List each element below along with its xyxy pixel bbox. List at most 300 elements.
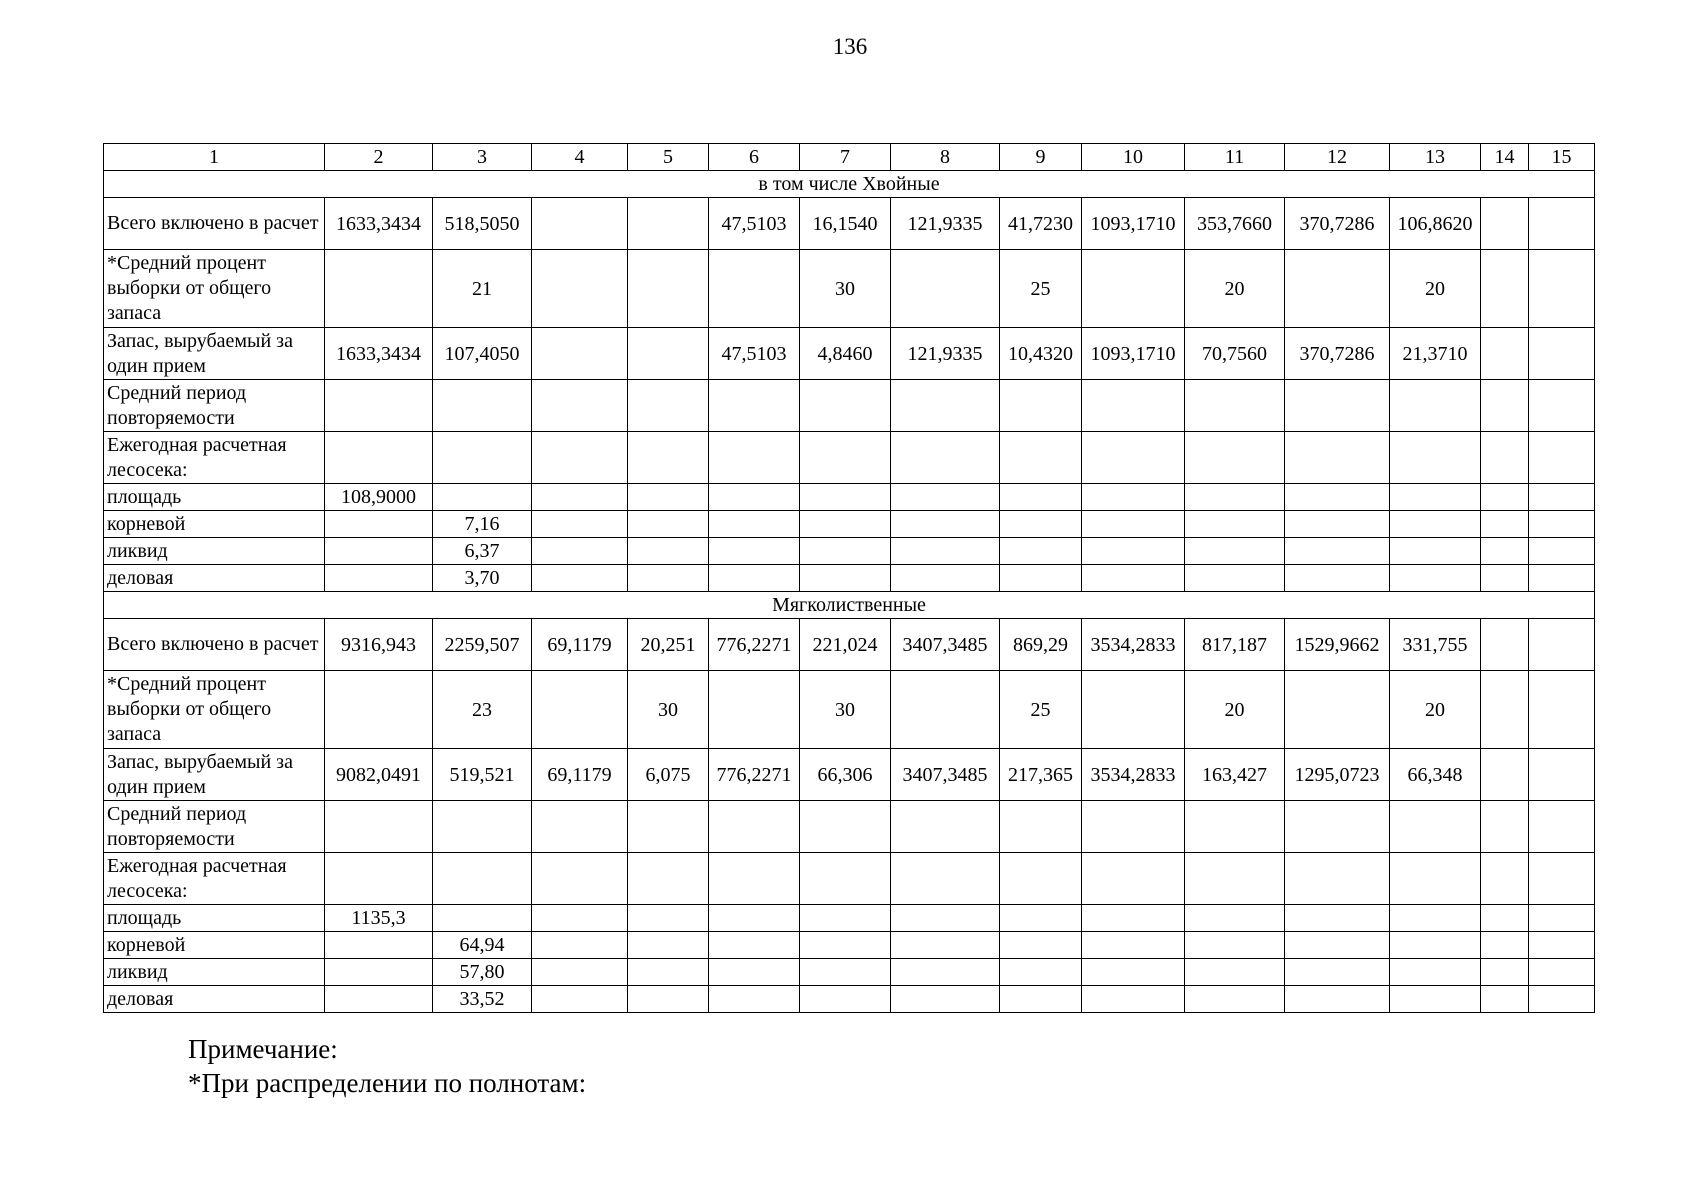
- table-cell: 20,251: [628, 619, 709, 671]
- table-cell: [433, 853, 532, 905]
- table-cell: [1481, 671, 1529, 749]
- table-cell: 7,16: [433, 511, 532, 538]
- table-cell: [1481, 905, 1529, 932]
- table-cell: 30: [628, 671, 709, 749]
- table-cell: 20: [1390, 250, 1481, 328]
- section-title: Мягколиственные: [104, 592, 1595, 619]
- column-number-cell: 14: [1481, 144, 1529, 171]
- table-cell: [1529, 198, 1595, 250]
- table-cell: [709, 801, 800, 853]
- table-cell: [532, 250, 628, 328]
- column-number-cell: 10: [1082, 144, 1185, 171]
- table-cell: [532, 484, 628, 511]
- table-cell: 47,5103: [709, 328, 800, 380]
- table-cell: [709, 565, 800, 592]
- table-cell: 20: [1185, 250, 1285, 328]
- table-cell: 41,7230: [1000, 198, 1082, 250]
- table-cell: 20: [1390, 671, 1481, 749]
- table-cell: [1185, 538, 1285, 565]
- table-cell: [325, 432, 433, 484]
- table-cell: [709, 538, 800, 565]
- table-cell: 1093,1710: [1082, 328, 1185, 380]
- table-cell: [628, 484, 709, 511]
- table-cell: [1185, 959, 1285, 986]
- table-cell: 66,348: [1390, 749, 1481, 801]
- table-row: [104, 511, 1595, 538]
- table-cell: 4,8460: [800, 328, 891, 380]
- table-cell: [1529, 986, 1595, 1013]
- table-cell: [325, 538, 433, 565]
- column-number-cell: 2: [325, 144, 433, 171]
- table-cell: [1481, 619, 1529, 671]
- table-cell: 57,80: [433, 959, 532, 986]
- table-cell: [1285, 432, 1390, 484]
- table-cell: [628, 538, 709, 565]
- row-label: Ежегодная расчетная лесосека:: [104, 853, 325, 905]
- table-cell: [1390, 484, 1481, 511]
- table-cell: 3407,3485: [891, 749, 1000, 801]
- row-label: ликвид: [104, 538, 325, 565]
- table-cell: [1481, 959, 1529, 986]
- table-cell: [1390, 853, 1481, 905]
- table-cell: 6,37: [433, 538, 532, 565]
- table-cell: [1285, 511, 1390, 538]
- table-cell: [325, 565, 433, 592]
- table-cell: [1082, 432, 1185, 484]
- table-cell: [1481, 484, 1529, 511]
- table-cell: [628, 511, 709, 538]
- row-label: Всего включено в расчет: [104, 198, 325, 250]
- table-cell: 69,1179: [532, 619, 628, 671]
- table-cell: [1185, 484, 1285, 511]
- table-cell: [1082, 511, 1185, 538]
- row-label: Средний период повторяемости: [104, 801, 325, 853]
- table-cell: [1390, 538, 1481, 565]
- table-cell: [1529, 484, 1595, 511]
- table-cell: 70,7560: [1185, 328, 1285, 380]
- column-number-cell: 7: [800, 144, 891, 171]
- table-cell: 21,3710: [1390, 328, 1481, 380]
- table-cell: [532, 511, 628, 538]
- notes-title: Примечание:: [188, 1034, 338, 1064]
- table-cell: [1285, 853, 1390, 905]
- table-cell: [628, 932, 709, 959]
- table-cell: [1185, 511, 1285, 538]
- table-cell: [800, 905, 891, 932]
- table-cell: [891, 538, 1000, 565]
- row-label: площадь: [104, 484, 325, 511]
- table-cell: [433, 432, 532, 484]
- column-number-cell: 8: [891, 144, 1000, 171]
- table-cell: 121,9335: [891, 198, 1000, 250]
- row-label: Запас, вырубаемый за один прием: [104, 328, 325, 380]
- table-cell: [1481, 801, 1529, 853]
- table-cell: [532, 905, 628, 932]
- table-cell: [1481, 198, 1529, 250]
- table-cell: [1529, 801, 1595, 853]
- table-cell: [709, 905, 800, 932]
- table-cell: 10,4320: [1000, 328, 1082, 380]
- table-cell: [628, 380, 709, 432]
- table-cell: [1082, 484, 1185, 511]
- table-cell: 3407,3485: [891, 619, 1000, 671]
- table-cell: 64,94: [433, 932, 532, 959]
- table-cell: [800, 484, 891, 511]
- table-cell: [325, 380, 433, 432]
- table-cell: [800, 565, 891, 592]
- row-label: деловая: [104, 565, 325, 592]
- table-cell: [891, 380, 1000, 432]
- table-cell: 121,9335: [891, 328, 1000, 380]
- table-cell: 25: [1000, 250, 1082, 328]
- table-row: [104, 484, 1595, 511]
- table-cell: 370,7286: [1285, 328, 1390, 380]
- table-cell: [628, 905, 709, 932]
- row-label: Запас, вырубаемый за один прием: [104, 749, 325, 801]
- table-cell: 2259,507: [433, 619, 532, 671]
- table-cell: [628, 432, 709, 484]
- table-cell: 221,024: [800, 619, 891, 671]
- row-label: Средний период повторяемости: [104, 380, 325, 432]
- table-row: [104, 959, 1595, 986]
- table-cell: [1185, 801, 1285, 853]
- table-cell: [1529, 932, 1595, 959]
- table-cell: [325, 932, 433, 959]
- table-cell: [1000, 932, 1082, 959]
- table-cell: 108,9000: [325, 484, 433, 511]
- row-label: *Средний процент выборки от общего запаса: [104, 671, 325, 749]
- table-cell: 107,4050: [433, 328, 532, 380]
- table-cell: 776,2271: [709, 749, 800, 801]
- table-cell: 1633,3434: [325, 328, 433, 380]
- table-cell: [709, 986, 800, 1013]
- table-cell: [325, 671, 433, 749]
- table-cell: [1082, 932, 1185, 959]
- table-cell: [1529, 671, 1595, 749]
- column-number-cell: 13: [1390, 144, 1481, 171]
- table-cell: 1529,9662: [1285, 619, 1390, 671]
- table-cell: [1185, 565, 1285, 592]
- table-cell: 20: [1185, 671, 1285, 749]
- table-cell: [1285, 986, 1390, 1013]
- forest-stock-table: [103, 143, 1595, 1013]
- table-cell: 23: [433, 671, 532, 749]
- table-cell: [800, 511, 891, 538]
- table-cell: [628, 801, 709, 853]
- table-cell: [1481, 250, 1529, 328]
- table-cell: [1285, 380, 1390, 432]
- table-cell: 3534,2833: [1082, 749, 1185, 801]
- row-label: *Средний процент выборки от общего запаса: [104, 250, 325, 328]
- table-cell: [1529, 538, 1595, 565]
- table-cell: [800, 986, 891, 1013]
- table-cell: [1000, 484, 1082, 511]
- table-cell: 1633,3434: [325, 198, 433, 250]
- table-cell: 519,521: [433, 749, 532, 801]
- table-cell: [1285, 932, 1390, 959]
- table-cell: 47,5103: [709, 198, 800, 250]
- table-cell: [1185, 986, 1285, 1013]
- table-cell: [1481, 932, 1529, 959]
- table-cell: 21: [433, 250, 532, 328]
- table-cell: 3534,2833: [1082, 619, 1185, 671]
- table-cell: 1093,1710: [1082, 198, 1185, 250]
- table-cell: [891, 932, 1000, 959]
- table-cell: [1481, 380, 1529, 432]
- table-cell: [628, 853, 709, 905]
- table-cell: [891, 250, 1000, 328]
- table-cell: 163,427: [1185, 749, 1285, 801]
- table-cell: [891, 432, 1000, 484]
- table-cell: 3,70: [433, 565, 532, 592]
- table-cell: [532, 432, 628, 484]
- table-cell: [1082, 853, 1185, 905]
- table-cell: [532, 538, 628, 565]
- table-cell: [532, 959, 628, 986]
- table-cell: 33,52: [433, 986, 532, 1013]
- table-cell: [325, 250, 433, 328]
- table-cell: [1390, 801, 1481, 853]
- row-label: корневой: [104, 511, 325, 538]
- table-cell: [891, 986, 1000, 1013]
- table-cell: 776,2271: [709, 619, 800, 671]
- table-row: [104, 565, 1595, 592]
- column-number-cell: 1: [104, 144, 325, 171]
- page-number: 136: [832, 34, 868, 59]
- table-cell: 869,29: [1000, 619, 1082, 671]
- table-row: [104, 328, 1595, 380]
- table-cell: [1000, 432, 1082, 484]
- table-cell: [800, 432, 891, 484]
- table-cell: [891, 853, 1000, 905]
- table-cell: [433, 905, 532, 932]
- table-cell: [1082, 801, 1185, 853]
- table-cell: 370,7286: [1285, 198, 1390, 250]
- table-cell: [1529, 959, 1595, 986]
- table-cell: [1082, 538, 1185, 565]
- table-cell: [1000, 959, 1082, 986]
- table-cell: [1481, 511, 1529, 538]
- table-cell: [891, 511, 1000, 538]
- table-cell: 30: [800, 671, 891, 749]
- table-cell: 518,5050: [433, 198, 532, 250]
- table-row: [104, 986, 1595, 1013]
- table-cell: 69,1179: [532, 749, 628, 801]
- table-cell: 66,306: [800, 749, 891, 801]
- table-cell: [1082, 565, 1185, 592]
- table-cell: [709, 432, 800, 484]
- table-cell: [1285, 250, 1390, 328]
- column-number-cell: 15: [1529, 144, 1595, 171]
- table-cell: [1390, 905, 1481, 932]
- table-row: [104, 250, 1595, 328]
- table-cell: [709, 250, 800, 328]
- table-cell: [1390, 959, 1481, 986]
- table-cell: [325, 853, 433, 905]
- table-cell: [891, 905, 1000, 932]
- table-cell: [1529, 565, 1595, 592]
- table-cell: [532, 671, 628, 749]
- notes-line: *При распределении по полнотам:: [188, 1068, 587, 1098]
- column-number-cell: 11: [1185, 144, 1285, 171]
- table-cell: [1529, 749, 1595, 801]
- table-cell: [1000, 905, 1082, 932]
- table-cell: [1285, 538, 1390, 565]
- table-cell: [628, 328, 709, 380]
- table-cell: [1529, 432, 1595, 484]
- table-cell: [1185, 853, 1285, 905]
- table-cell: [1285, 959, 1390, 986]
- row-label: корневой: [104, 932, 325, 959]
- table-cell: [325, 511, 433, 538]
- table-cell: 16,1540: [800, 198, 891, 250]
- table-cell: [325, 801, 433, 853]
- table-cell: [325, 959, 433, 986]
- table-cell: [1481, 986, 1529, 1013]
- table-cell: 30: [800, 250, 891, 328]
- table-cell: [1529, 250, 1595, 328]
- table-cell: [532, 328, 628, 380]
- table-cell: 25: [1000, 671, 1082, 749]
- table-row: [104, 619, 1595, 671]
- section-title-row: [104, 592, 1595, 619]
- table-row: [104, 905, 1595, 932]
- table-cell: [1082, 671, 1185, 749]
- table-cell: [433, 484, 532, 511]
- table-cell: 6,075: [628, 749, 709, 801]
- table-cell: 9316,943: [325, 619, 433, 671]
- table-cell: 353,7660: [1185, 198, 1285, 250]
- table-cell: [628, 565, 709, 592]
- table-cell: [1000, 853, 1082, 905]
- table-row: [104, 380, 1595, 432]
- table-cell: [800, 853, 891, 905]
- table-cell: [433, 380, 532, 432]
- table-cell: [628, 198, 709, 250]
- table-cell: [532, 380, 628, 432]
- table-row: [104, 538, 1595, 565]
- table-cell: [1000, 538, 1082, 565]
- column-number-cell: 12: [1285, 144, 1390, 171]
- table-cell: [800, 380, 891, 432]
- table-row: [104, 432, 1595, 484]
- table-cell: [1285, 905, 1390, 932]
- column-number-cell: 9: [1000, 144, 1082, 171]
- table-cell: [628, 959, 709, 986]
- table-cell: [800, 932, 891, 959]
- row-label: Всего включено в расчет: [104, 619, 325, 671]
- table-row: [104, 749, 1595, 801]
- table-cell: [1529, 853, 1595, 905]
- table-cell: [800, 538, 891, 565]
- table-cell: 1295,0723: [1285, 749, 1390, 801]
- table-cell: [1000, 511, 1082, 538]
- table-cell: [1390, 932, 1481, 959]
- row-label: Ежегодная расчетная лесосека:: [104, 432, 325, 484]
- table-cell: [1285, 801, 1390, 853]
- column-number-row: [104, 144, 1595, 171]
- table-cell: [628, 986, 709, 1013]
- table-cell: 817,187: [1185, 619, 1285, 671]
- table-cell: [1390, 432, 1481, 484]
- section-title: в том числе Хвойные: [104, 171, 1595, 198]
- table-cell: [709, 959, 800, 986]
- table-cell: [891, 671, 1000, 749]
- table-cell: [325, 986, 433, 1013]
- table-cell: [1285, 565, 1390, 592]
- table-cell: [1285, 671, 1390, 749]
- table-cell: [1082, 905, 1185, 932]
- table-cell: [1529, 328, 1595, 380]
- table-cell: [1481, 538, 1529, 565]
- table-cell: [1082, 959, 1185, 986]
- section-title-row: [104, 171, 1595, 198]
- table-cell: [1529, 511, 1595, 538]
- table-cell: [1000, 801, 1082, 853]
- column-number-cell: 5: [628, 144, 709, 171]
- table-cell: [1082, 250, 1185, 328]
- table-cell: [1000, 986, 1082, 1013]
- table-row: [104, 853, 1595, 905]
- table-cell: [532, 853, 628, 905]
- table-cell: [800, 801, 891, 853]
- table-row: [104, 801, 1595, 853]
- table-cell: [800, 959, 891, 986]
- column-number-cell: 4: [532, 144, 628, 171]
- row-label: ликвид: [104, 959, 325, 986]
- table-cell: [1390, 986, 1481, 1013]
- table-cell: [1390, 380, 1481, 432]
- table-cell: [1390, 511, 1481, 538]
- table-cell: [891, 959, 1000, 986]
- table-cell: 331,755: [1390, 619, 1481, 671]
- row-label: деловая: [104, 986, 325, 1013]
- table-cell: [1481, 749, 1529, 801]
- row-label: площадь: [104, 905, 325, 932]
- table-cell: [433, 801, 532, 853]
- table-cell: [1082, 380, 1185, 432]
- table-cell: [1000, 380, 1082, 432]
- table-cell: [1529, 905, 1595, 932]
- table-cell: [1000, 565, 1082, 592]
- table-cell: [1185, 380, 1285, 432]
- table-cell: [1481, 565, 1529, 592]
- table-cell: [1185, 905, 1285, 932]
- column-number-cell: 6: [709, 144, 800, 171]
- table-cell: [709, 380, 800, 432]
- table-row: [104, 932, 1595, 959]
- table-cell: [1082, 986, 1185, 1013]
- table-cell: [628, 250, 709, 328]
- table-cell: 217,365: [1000, 749, 1082, 801]
- table-cell: [1285, 484, 1390, 511]
- table-cell: [532, 932, 628, 959]
- column-number-cell: 3: [433, 144, 532, 171]
- table-row: [104, 671, 1595, 749]
- table-cell: [709, 932, 800, 959]
- table-cell: [1529, 380, 1595, 432]
- notes-block: [188, 1032, 586, 1100]
- table-cell: [709, 484, 800, 511]
- table-cell: [1481, 853, 1529, 905]
- table-cell: [532, 986, 628, 1013]
- table-cell: [891, 801, 1000, 853]
- table-cell: [532, 801, 628, 853]
- table-cell: [709, 853, 800, 905]
- table-cell: [891, 484, 1000, 511]
- table-cell: [532, 198, 628, 250]
- table-cell: [709, 671, 800, 749]
